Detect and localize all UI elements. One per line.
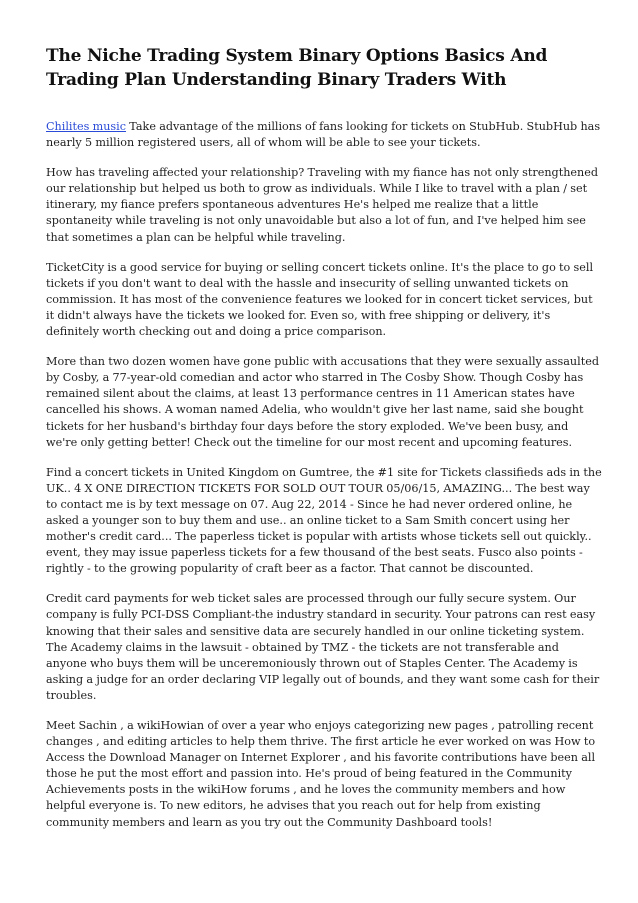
chilites-music-link[interactable]: Chilites music <box>46 120 127 133</box>
paragraph-cosby: More than two dozen women have gone public with accusations that they were sexually assaulted by Cosby, a 77-year-old comedian and actor who starred in The Cosby Show. Though Cosby has remained silent about the claims, at least 13 performance centres in 11 American states have cancelled his shows. A woman named Adelia, who wouldn't give her last name, said she bought tickets for her husband's birthday four days before the story exploded. We've been busy, and we're only getting better! Check out the timeline for our most recent and upcoming features. <box>46 355 599 449</box>
paragraph-gumtree: Find a concert tickets in United Kingdom on Gumtree, the #1 site for Tickets classifieds ads in the UK.. 4 X ONE DIRECTION TICKETS FOR SOLD OUT TOUR 05/06/15, AMAZING... The best way to contact me is by text message on 07. Aug 22, 2014 - Since he had never ordered online, he asked a younger son to buy them and use.. an online ticket to a Sam Smith concert using her mother's credit card... The paperless ticket is popular with artists whose tickets sell out quickly.. event, they may issue paperless tickets for a few thousand of the best seats. Fusco also points - rightly - to the growing popularity of craft beer as a factor. That cannot be discounted. <box>46 465 602 576</box>
paragraph-traveling: How has traveling affected your relationship? Traveling with my fiance has not only strengthened our relationship but helped us both to grow as individuals. While I like to travel with a plan / set itinerary, my fiance prefers spontaneous adventures He's helped me realize that a little spontaneity while traveling is not only unavoidable but also a lot of fun, and I've helped him see that sometimes a plan can be helpful while traveling. <box>46 166 599 244</box>
intro-text: Take advantage of the millions of fans looking for tickets on StubHub. StubHub has nearly 5 million registered users, all of whom will be able to see your tickets. <box>46 120 601 150</box>
page-title: The Niche Trading System Binary Options Basics And Trading Plan Understanding Binary Traders With <box>46 46 548 90</box>
paragraph-sachin: Meet Sachin , a wikiHowian of over a year who enjoys categorizing new pages , patrolling recent changes , and editing articles to help them thrive. The first article he ever worked on was How to Access the Download Manager on Internet Explorer , and his favorite contributions have been all those he put the most effort and passion into. He's proud of being featured in the Community Achievements posts in the wikiHow forums , and he loves the community members and how helpful everyone is. To new editors, he advises that you reach out for help from existing community members and learn as you try out the Community Dashboard tools! <box>46 719 596 829</box>
intro-paragraph <box>46 119 602 151</box>
paragraph-credit-card: Credit card payments for web ticket sales are processed through our fully secure system. Our company is fully PCI-DSS Compliant-the industry standard in security. Your patrons can rest easy knowing that their sales and sensitive data are securely handled in our online ticketing system. The Academy claims in the lawsuit - obtained by TMZ - the tickets are not transferable and anyone who buys them will be unceremoniously thrown out of Staples Center. The Academy is asking a judge for an order declaring VIP legally out of bounds, and they want some cash for their troubles. <box>46 592 600 702</box>
paragraph-ticketcity: TicketCity is a good service for buying or selling concert tickets online. It's the place to go to sell tickets if you don't want to deal with the hassle and insecurity of selling unwanted tickets on commission. It has most of the convenience features we looked for in concert ticket services, but it didn't always have the tickets we looked for. Even so, with free shipping or delivery, it's definitely worth checking out and doing a price comparison. <box>46 260 594 339</box>
document-page <box>46 44 602 845</box>
